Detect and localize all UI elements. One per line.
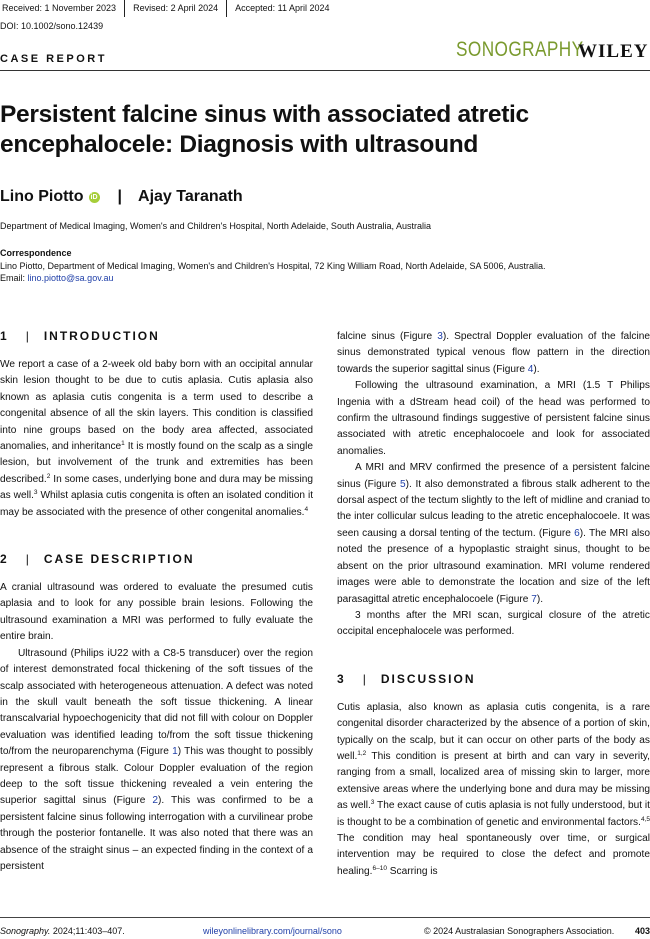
journal-url-link[interactable]: wileyonlinelibrary.com/journal/sono — [203, 926, 342, 936]
page-number: 403 — [634, 926, 650, 936]
copyright: © 2024 Australasian Sonographers Association. — [424, 926, 615, 936]
author-name[interactable]: Lino Piotto — [0, 188, 84, 205]
wiley-logo: WILEY — [578, 41, 649, 62]
correspondence-address: Lino Piotto, Department of Medical Imaging, Women's and Children's Hospital, 72 King William Road, North Adelaide, SA 5006, Australia. — [0, 261, 546, 271]
page-footer — [0, 917, 650, 939]
paragraph: 3 months after the MRI scan, surgical closure of the atretic occipital encephalocele was performed. — [337, 609, 650, 638]
author-list — [0, 188, 243, 206]
article-type: CASE REPORT — [0, 53, 107, 65]
author-separator: | — [117, 188, 123, 205]
section-heading-introduction: 1 | INTRODUCTION — [0, 329, 160, 343]
paragraph: Cutis aplasia, also known as aplasia cutis congenita, is a rare congenital disorder characterized by the absence of a portion of skin, typically on the scalp, but it can occur on other parts of the body as well.$^{1,2}$ This condition is present at birth and can vary in severity, ranging from a small, localized area of missing skin to larger, more extensive areas where the underlying bone and dura may be missing as well.$^3$ The exact cause of cutis aplasia is not fully understood, but it is thought to be a combination of genetic and environmental factors.$^{4,5}$ The condition may heal spontaneously over time, or surgical intervention may be required to close the defect and promote healing.$^{6-10}$ Scarring is — [337, 701, 650, 877]
sonography-logo: SONOGRAPHY — [456, 38, 584, 61]
article-title: Persistent falcine sinus with associated atretic encephalocele: Diagnosis with ultrasound — [0, 101, 529, 158]
paragraph: falcine sinus (Figure 3). Spectral Doppler evaluation of the falcine sinus demonstrated typical venous flow pattern in the direction towards the superior sagittal sinus (Figure 4). — [337, 331, 650, 375]
revised-date: Revised: 2 April 2024 — [125, 0, 227, 17]
paragraph: Following the ultrasound examination, a MRI (1.5 T Philips Ingenia with a dStream head coil) of the head was performed to confirm the ultrasound findings suggestive of persistent falcine sinus associated with atretic encephalocoele and look for associated anomalies. — [337, 380, 650, 457]
paragraph: We report a case of a 2-week old baby born with an occipital annular skin lesion thought to be due to cutis aplasia. Cutis aplasia also known as aplasia cutis congenita is a term used to describe a congenital absence of all the skin layers. This condition is classified into nine groups based on the body area affected, associated anomalies, and inheritance$^1$ It is mostly found on the scalp as a single lesion, but involvement of the trunk and extremities has been described.$^2$ In some cases, underlying bone and dura may be missing as well.$^3$ Whilst aplasia cutis congenita is often an isolated condition it may be associated with the presence of other congenital anomalies.$^4$ — [0, 359, 314, 518]
header-divider — [0, 70, 650, 71]
citation: Sonography. 2024;11:403–407. — [0, 926, 125, 936]
paragraph: Ultrasound (Philips iU22 with a C8-5 transducer) over the region of interest demonstrated focal thickening of the soft tissues of the scalp associated with heterogeneous attenuation. A defect was noted in the skull vault beneath the soft tissue thickening. A linear transcalvarial hypoechogenicity that did not fill with colour on Doppler evaluation was identified leading to/from the soft tissue thickening to/from the neuroparenchyma (Figure 1) This was thought to possibly represent a fibrous stalk. Colour Doppler evaluation of the region deep to the soft tissue thickening revealed a vein entering the superior sagittal sinus (Figure 2). This was confirmed to be a persistent falcine sinus following interrogation with a curvilinear probe through the posterior fontanelle. It was also noted that there was an absence of the straight sinus – an expected finding in the context of a persistent — [0, 647, 313, 872]
paragraph: A MRI and MRV confirmed the presence of a persistent falcine sinus (Figure 5). It also demonstrated a fibrous stalk adherent to the dorsal aspect of the tectum slightly to the left of midline and craniad to the inter collicular sulcus leading to the atretic encephalocoele. It was seen causing a dorsal tenting of the tectum. (Figure 6). The MRI also noted the presence of a hypoplastic straight sinus, thought to be absent on the prior ultrasound examination. MRI volume rendered images were able to demonstrate the location and size of the left parasagittal atretic encephalocoele (Figure 7). — [337, 462, 650, 605]
section-heading-case-description: 2 | CASE DESCRIPTION — [0, 552, 195, 567]
left-column — [0, 328, 313, 875]
email-label: Email: — [0, 273, 28, 283]
doi[interactable]: DOI: 10.1002/sono.12439 — [0, 21, 104, 31]
received-date: Received: 1 November 2023 — [0, 0, 125, 17]
section-heading-discussion: 3 | DISCUSSION — [337, 671, 476, 686]
correspondence-email-line — [0, 273, 114, 283]
paragraph: A cranial ultrasound was ordered to evaluate the presumed cutis aplasia and to look for any possible brain lesions. Following the ultrasound examination a MRI was performed to fully evaluate the entire brain. — [0, 582, 313, 643]
article-dates — [0, 0, 338, 17]
orcid-icon[interactable]: iD — [90, 193, 98, 201]
affiliation: Department of Medical Imaging, Women's and Children's Hospital, North Adelaide, South Australia, Australia — [0, 221, 431, 231]
accepted-date: Accepted: 11 April 2024 — [235, 3, 330, 13]
right-column — [337, 329, 650, 880]
author-name[interactable]: Ajay Taranath — [138, 188, 243, 205]
correspondence-heading: Correspondence — [0, 248, 72, 258]
email-link[interactable]: lino.piotto@sa.gov.au — [27, 273, 114, 283]
